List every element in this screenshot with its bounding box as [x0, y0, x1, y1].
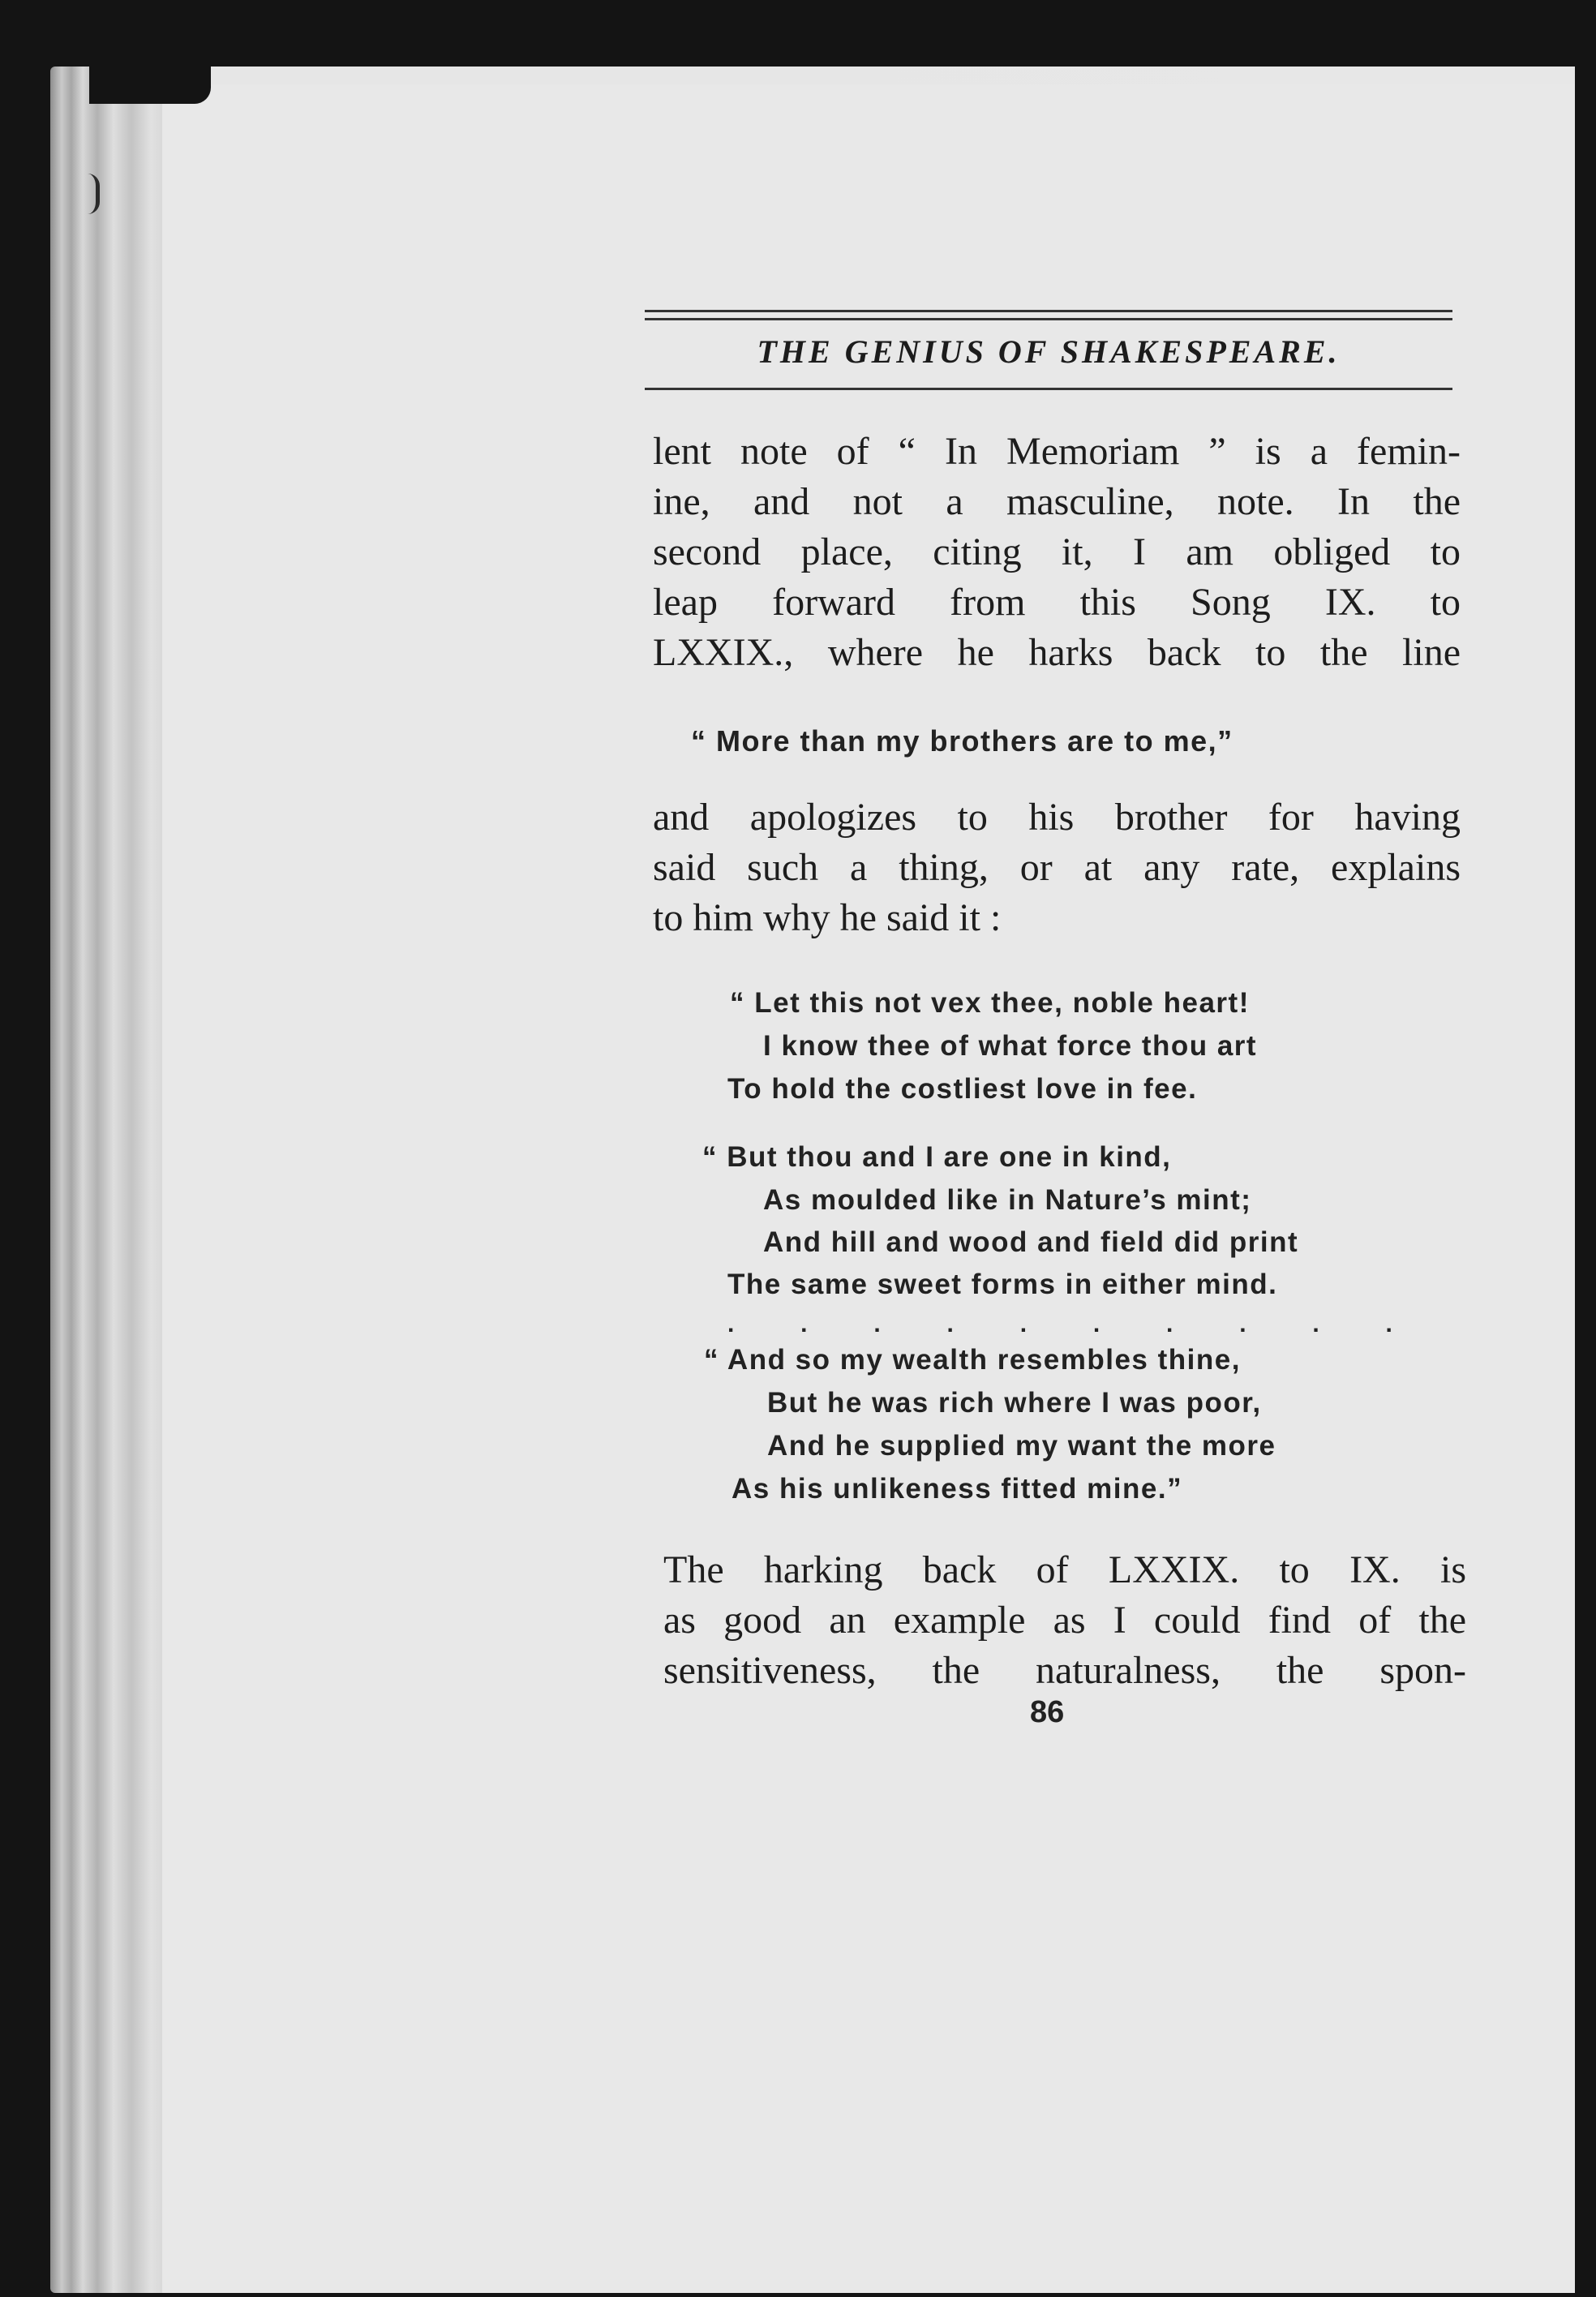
paragraph-1: [653, 427, 1461, 678]
text-line: leap forward from this Song IX. to: [653, 581, 1461, 624]
text-line: as good an example as I could find of the: [663, 1599, 1466, 1642]
page-number: 86: [1030, 1695, 1065, 1729]
verse-line: And hill and wood and field did print: [763, 1226, 1299, 1258]
binding-mark: [88, 174, 100, 214]
text-line: and apologizes to his brother for having: [653, 796, 1461, 839]
dot: .: [946, 1311, 954, 1337]
text-line: sensitiveness, the naturalness, the spon-: [663, 1649, 1466, 1692]
verse-line: “ And so my wealth resembles thine,: [704, 1344, 1241, 1376]
quotation-line: “ More than my brothers are to me,”: [691, 724, 1233, 758]
paragraph-3: [663, 1545, 1466, 1696]
text-line: second place, citing it, I am obliged to: [653, 530, 1461, 573]
header-rule-bottom: [645, 388, 1452, 390]
running-title: THE GENIUS OF SHAKESPEARE.: [757, 333, 1341, 370]
text-line: to him why he said it :: [653, 896, 1002, 939]
dot: .: [1239, 1311, 1246, 1337]
verse-line: I know thee of what force thou art: [763, 1030, 1258, 1062]
verse-line: To hold the costliest love in fee.: [727, 1073, 1198, 1105]
dot: .: [727, 1311, 735, 1337]
verse-line: And he supplied my want the more: [767, 1430, 1276, 1462]
verse-line: The same sweet forms in either mind.: [727, 1269, 1278, 1300]
page-corner-shadow: [89, 67, 211, 104]
dot: .: [1312, 1311, 1319, 1337]
verse-line: But he was rich where I was poor,: [767, 1387, 1262, 1419]
verse-line: “ But thou and I are one in kind,: [702, 1141, 1172, 1173]
header-rule-top-second: [645, 318, 1452, 320]
verse-line: As moulded like in Nature’s mint;: [763, 1184, 1252, 1216]
dot: .: [1166, 1311, 1173, 1337]
dot: .: [873, 1311, 881, 1337]
text-line: said such a thing, or at any rate, explains: [653, 846, 1461, 889]
paragraph-2: [653, 792, 1461, 943]
text-line: The harking back of LXXIX. to IX. is: [663, 1548, 1466, 1591]
dot: .: [1385, 1311, 1392, 1337]
verse-line: As his unlikeness fitted mine.”: [732, 1473, 1183, 1505]
text-line: LXXIX., where he harks back to the line: [653, 631, 1461, 674]
dot: .: [800, 1311, 808, 1337]
dot: .: [1092, 1311, 1100, 1337]
dot: .: [1019, 1311, 1028, 1337]
verse-line: “ Let this not vex thee, noble heart!: [730, 987, 1250, 1019]
text-line: ine, and not a masculine, note. In the: [653, 480, 1461, 523]
text-line: lent note of “ In Memoriam ” is a femin-: [653, 430, 1461, 473]
ellipsis-dots: [727, 1311, 1392, 1338]
header-rule-top: [645, 310, 1452, 312]
